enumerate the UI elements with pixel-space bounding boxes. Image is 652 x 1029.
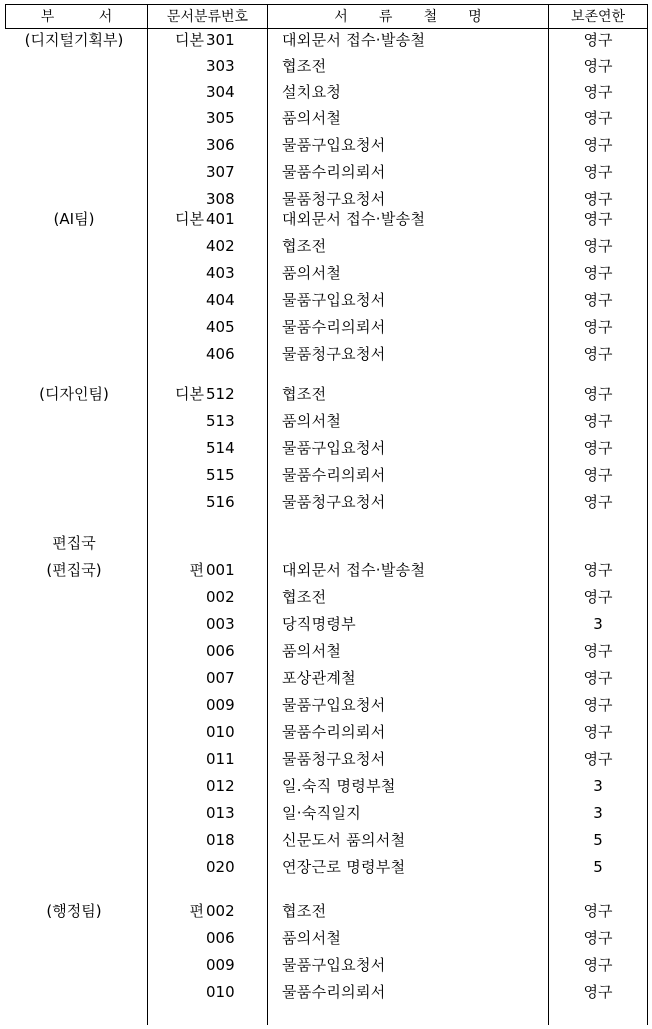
retention-cell: 영구: [583, 983, 613, 1001]
title-cell: 품의서철: [282, 412, 342, 430]
code-prefix-cell: 편: [189, 561, 204, 579]
title-cell: 협조전: [282, 237, 327, 255]
table-row: [0, 435, 652, 461]
code-number-cell: 007: [206, 669, 235, 687]
table-row: [0, 314, 652, 340]
code-prefix-cell: 디본: [175, 385, 204, 403]
code-number-cell: 002: [206, 588, 235, 606]
retention-cell: 영구: [583, 696, 613, 714]
retention-cell: 영구: [583, 318, 613, 336]
title-cell: 물품수리의뢰서: [282, 723, 386, 741]
retention-cell: 영구: [583, 190, 613, 208]
table-row: [0, 746, 652, 772]
code-number-cell: 307: [206, 163, 235, 181]
retention-cell: 영구: [583, 237, 613, 255]
title-cell: 품의서철: [282, 642, 342, 660]
title-cell: 물품청구요청서: [282, 190, 386, 208]
table-row: [0, 53, 652, 79]
title-cell: 설치요청: [282, 83, 342, 101]
retention-cell: 영구: [583, 264, 613, 282]
title-cell: 물품구입요청서: [282, 439, 386, 457]
title-cell: 물품구입요청서: [282, 136, 386, 154]
code-number-cell: 011: [206, 750, 235, 768]
retention-cell: 5: [593, 831, 603, 849]
code-number-cell: 515: [206, 466, 235, 484]
header-dept: 부 서: [40, 9, 113, 25]
title-cell: 대외문서 접수·발송철: [282, 561, 426, 579]
retention-cell: 영구: [583, 723, 613, 741]
retention-cell: 영구: [583, 291, 613, 309]
table-row: [0, 408, 652, 434]
retention-cell: 영구: [583, 439, 613, 457]
dept-cell: (AI팀): [53, 210, 95, 228]
retention-cell: 영구: [583, 163, 613, 181]
table-row: [0, 898, 652, 924]
code-number-cell: 013: [206, 804, 235, 822]
code-number-cell: 006: [206, 929, 235, 947]
code-number-cell: 006: [206, 642, 235, 660]
code-number-cell: 009: [206, 696, 235, 714]
code-number-cell: 304: [206, 83, 235, 101]
code-number-cell: 514: [206, 439, 235, 457]
retention-cell: 5: [593, 858, 603, 876]
title-cell: 협조전: [282, 902, 327, 920]
retention-cell: 영구: [583, 345, 613, 363]
retention-cell: 3: [593, 615, 603, 633]
dept-cell: (행정팀): [46, 902, 102, 920]
table-row: [0, 773, 652, 799]
table-row: [0, 827, 652, 853]
table-row: [0, 952, 652, 978]
table-row: [0, 381, 652, 407]
code-number-cell: 001: [206, 561, 235, 579]
title-cell: 일.숙직 명령부철: [282, 777, 396, 795]
title-cell: 품의서철: [282, 109, 342, 127]
table-row: [0, 611, 652, 637]
retention-cell: 영구: [583, 466, 613, 484]
table-row: [0, 233, 652, 259]
header-top-rule: [5, 4, 648, 5]
retention-cell: 영구: [583, 750, 613, 768]
table-row: [0, 557, 652, 583]
code-number-cell: 303: [206, 57, 235, 75]
retention-cell: 영구: [583, 31, 613, 49]
code-number-cell: 002: [206, 902, 235, 920]
retention-cell: 영구: [583, 210, 613, 228]
code-number-cell: 403: [206, 264, 235, 282]
code-number-cell: 405: [206, 318, 235, 336]
code-number-cell: 010: [206, 723, 235, 741]
title-cell: 일·숙직일지: [282, 804, 362, 822]
retention-cell: 영구: [583, 929, 613, 947]
code-prefix-cell: 편: [189, 902, 204, 920]
title-cell: 물품청구요청서: [282, 493, 386, 511]
retention-cell: 영구: [583, 588, 613, 606]
code-number-cell: 018: [206, 831, 235, 849]
header-keep: 보존연한: [570, 9, 626, 25]
code-prefix-cell: 디본: [175, 210, 204, 228]
title-cell: 협조전: [282, 588, 327, 606]
code-number-cell: 009: [206, 956, 235, 974]
header-code: 문서분류번호: [166, 9, 249, 25]
dept-cell: (편집국): [46, 561, 102, 579]
table-row: [0, 692, 652, 718]
code-number-cell: 308: [206, 190, 235, 208]
title-cell: 물품청구요청서: [282, 750, 386, 768]
title-cell: 대외문서 접수·발송철: [282, 210, 426, 228]
table-row: [0, 530, 652, 556]
title-cell: 협조전: [282, 385, 327, 403]
title-cell: 물품구입요청서: [282, 696, 386, 714]
retention-cell: 영구: [583, 493, 613, 511]
code-number-cell: 512: [206, 385, 235, 403]
title-cell: 품의서철: [282, 929, 342, 947]
code-number-cell: 401: [206, 210, 235, 228]
code-number-cell: 010: [206, 983, 235, 1001]
retention-cell: 영구: [583, 83, 613, 101]
title-cell: 포상관계철: [282, 669, 356, 687]
code-number-cell: 301: [206, 31, 235, 49]
title-cell: 물품구입요청서: [282, 291, 386, 309]
table-row: [0, 665, 652, 691]
header-title: 서 류 철 명: [334, 9, 482, 25]
table-row: [0, 27, 652, 53]
table-row: [0, 79, 652, 105]
table-row: [0, 584, 652, 610]
table-row: [0, 719, 652, 745]
table-row: [0, 925, 652, 951]
table-row: [0, 260, 652, 286]
retention-cell: 3: [593, 777, 603, 795]
retention-cell: 영구: [583, 956, 613, 974]
code-number-cell: 516: [206, 493, 235, 511]
title-cell: 물품수리의뢰서: [282, 983, 386, 1001]
retention-cell: 3: [593, 804, 603, 822]
retention-cell: 영구: [583, 109, 613, 127]
retention-cell: 영구: [583, 136, 613, 154]
table-row: [0, 206, 652, 232]
table-row: [0, 462, 652, 488]
title-cell: 물품수리의뢰서: [282, 163, 386, 181]
table-row: [0, 105, 652, 131]
code-number-cell: 406: [206, 345, 235, 363]
table-row: [0, 287, 652, 313]
retention-cell: 영구: [583, 385, 613, 403]
code-number-cell: 513: [206, 412, 235, 430]
title-cell: 물품수리의뢰서: [282, 318, 386, 336]
table-row: [0, 489, 652, 515]
code-number-cell: 305: [206, 109, 235, 127]
retention-cell: 영구: [583, 902, 613, 920]
title-cell: 신문도서 품의서철: [282, 831, 406, 849]
retention-cell: 영구: [583, 412, 613, 430]
dept-cell: (디지털기획부): [24, 31, 124, 49]
retention-cell: 영구: [583, 561, 613, 579]
title-cell: 협조전: [282, 57, 327, 75]
code-number-cell: 402: [206, 237, 235, 255]
title-cell: 당직명령부: [282, 615, 356, 633]
retention-cell: 영구: [583, 669, 613, 687]
retention-cell: 영구: [583, 57, 613, 75]
dept-cell: (디자인팀): [39, 385, 109, 403]
code-number-cell: 020: [206, 858, 235, 876]
table-row: [0, 132, 652, 158]
table-row: [0, 638, 652, 664]
title-cell: 물품구입요청서: [282, 956, 386, 974]
table-row: [0, 854, 652, 880]
code-prefix-cell: 디본: [175, 31, 204, 49]
table-row: [0, 800, 652, 826]
code-number-cell: 306: [206, 136, 235, 154]
table-row: [0, 979, 652, 1005]
retention-cell: 영구: [583, 642, 613, 660]
table-row: [0, 341, 652, 367]
table-row: [0, 159, 652, 185]
dept-cell: 편집국: [52, 534, 96, 552]
code-number-cell: 003: [206, 615, 235, 633]
title-cell: 물품수리의뢰서: [282, 466, 386, 484]
title-cell: 연장근로 명령부철: [282, 858, 406, 876]
title-cell: 대외문서 접수·발송철: [282, 31, 426, 49]
code-number-cell: 012: [206, 777, 235, 795]
code-number-cell: 404: [206, 291, 235, 309]
title-cell: 물품청구요청서: [282, 345, 386, 363]
title-cell: 품의서철: [282, 264, 342, 282]
